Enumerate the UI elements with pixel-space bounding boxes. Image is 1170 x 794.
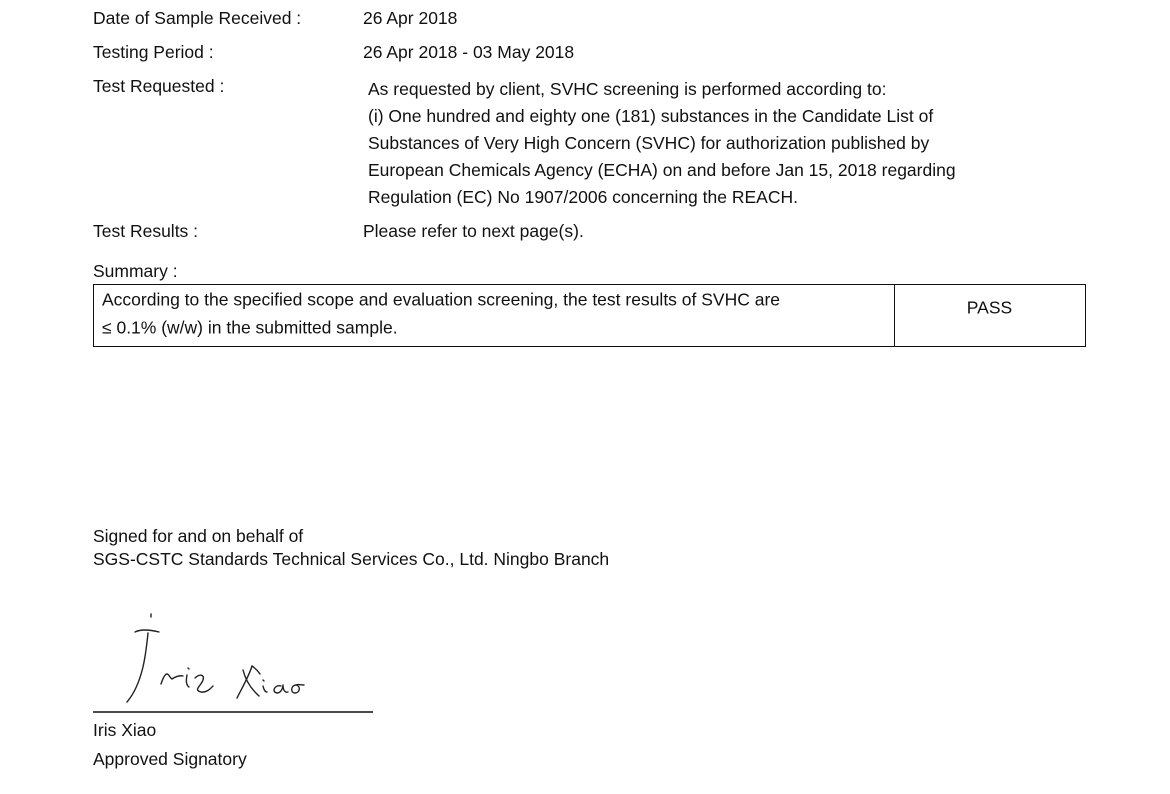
signatory-title: Approved Signatory — [93, 749, 247, 769]
test-results-label: Test Results : — [93, 221, 199, 241]
testing-period-value: 26 Apr 2018 - 03 May 2018 — [363, 42, 575, 62]
summary-text-line: According to the specified scope and evaluation screening, the test results of SVHC are — [102, 289, 781, 310]
test-requested-line: Regulation (EC) No 1907/2006 concerning the REACH. — [368, 187, 798, 207]
signatory-name: Iris Xiao — [93, 720, 157, 740]
test-requested-line: As requested by client, SVHC screening is performed according to: — [368, 79, 887, 99]
signature-handwriting: Iris Xiao — [93, 608, 97, 609]
test-requested-line: (i) One hundred and eighty one (181) substances in the Candidate List of — [368, 106, 934, 126]
date-received-value: 26 Apr 2018 — [363, 8, 458, 28]
summary-text-line: ≤ 0.1% (w/w) in the submitted sample. — [102, 317, 398, 338]
summary-result: PASS — [966, 297, 1013, 318]
test-results-value: Please refer to next page(s). — [363, 221, 584, 241]
summary-table — [93, 284, 1086, 347]
testing-period-label: Testing Period : — [93, 42, 214, 62]
signed-for-company: SGS-CSTC Standards Technical Services Co., Ltd. Ningbo Branch — [93, 549, 610, 569]
test-requested-line: European Chemicals Agency (ECHA) on and before Jan 15, 2018 regarding — [368, 160, 956, 180]
test-requested-line: Substances of Very High Concern (SVHC) for authorization published by — [368, 133, 930, 153]
date-received-label: Date of Sample Received : — [93, 8, 302, 28]
test-requested-label: Test Requested : — [93, 76, 225, 96]
signature-image — [93, 608, 383, 718]
summary-label: Summary : — [93, 261, 178, 281]
signed-for-line1: Signed for and on behalf of — [93, 526, 304, 546]
